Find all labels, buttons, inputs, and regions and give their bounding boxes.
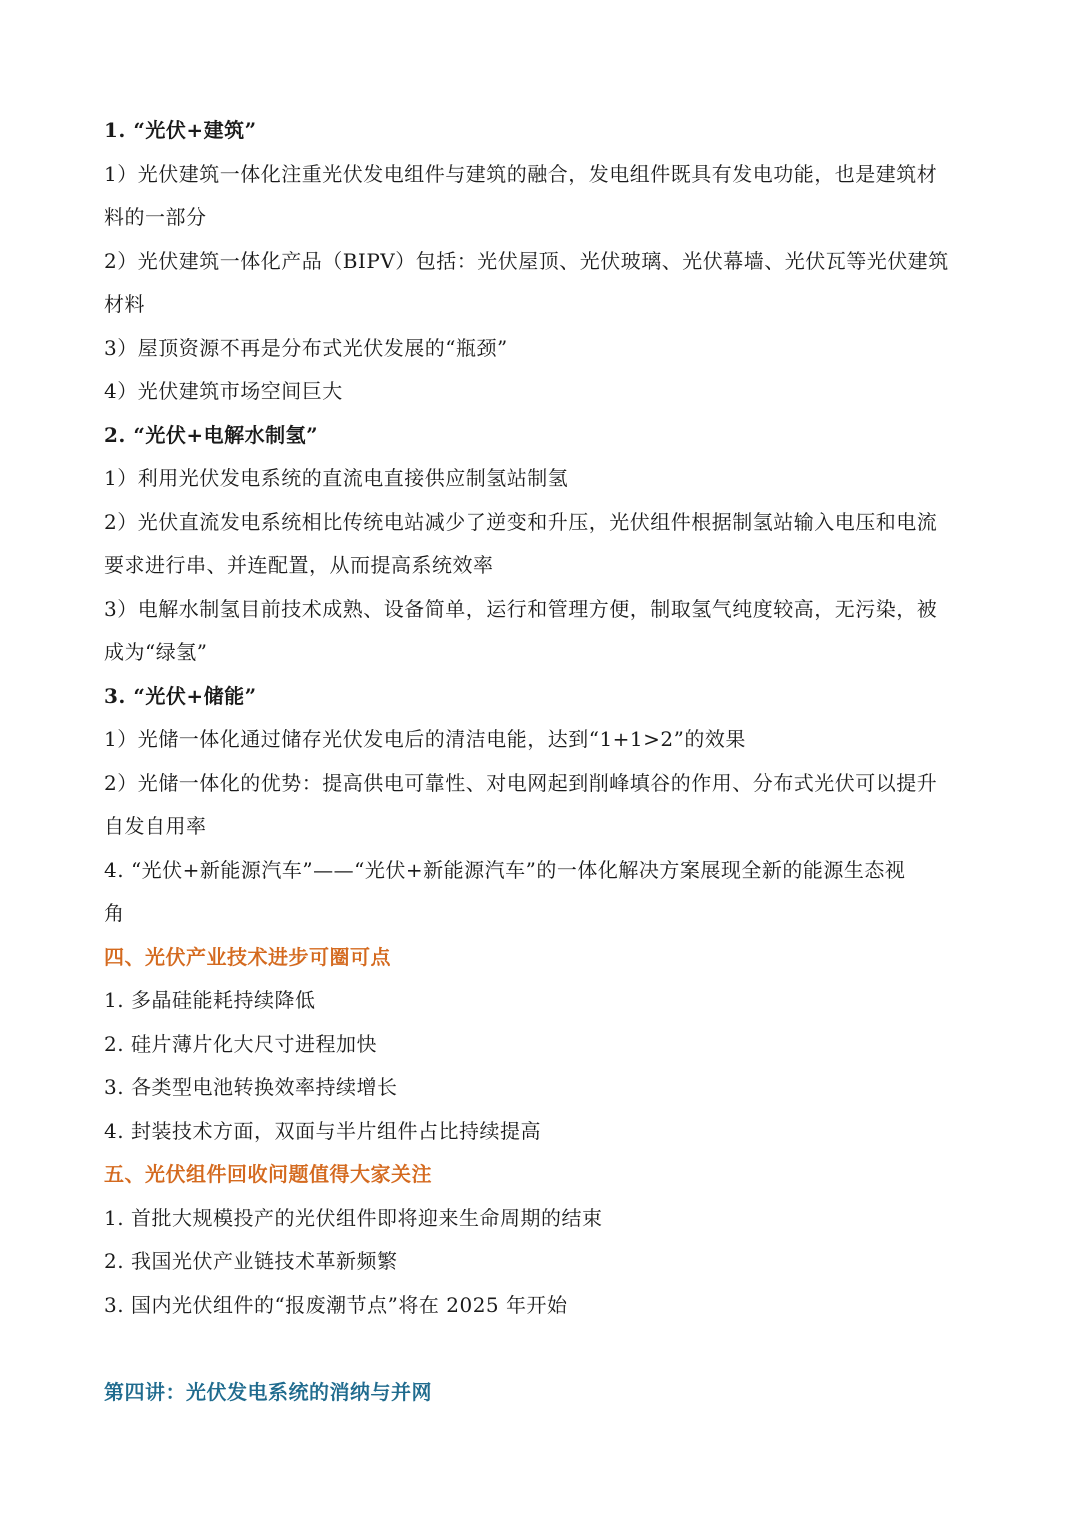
list-item: 1. 首批大规模投产的光伏组件即将迎来生命周期的结束 (104, 1206, 603, 1230)
section-3-title: 3. “光伏+储能” (104, 684, 257, 708)
paragraph: 2）光伏建筑一体化产品（BIPV）包括：光伏屋顶、光伏玻璃、光伏幕墙、光伏瓦等光伏建筑 (104, 249, 949, 273)
lecture-title: 第四讲：光伏发电系统的消纳与并网 (104, 1380, 432, 1404)
paragraph: 4. “光伏+新能源汽车”——“光伏+新能源汽车”的一体化解决方案展现全新的能源生态视 (104, 858, 906, 882)
paragraph: 材料 (104, 292, 145, 316)
section-2-title: 2. “光伏+电解水制氢” (104, 423, 319, 447)
list-item: 3. 国内光伏组件的“报废潮节点”将在 2025 年开始 (104, 1293, 568, 1317)
paragraph: 2）光伏直流发电系统相比传统电站减少了逆变和升压，光伏组件根据制氢站输入电压和电流 (104, 510, 938, 534)
paragraph: 3）屋顶资源不再是分布式光伏发展的“瓶颈” (104, 336, 508, 360)
heading-section-4: 四、光伏产业技术进步可圈可点 (104, 945, 391, 969)
list-item: 3. 各类型电池转换效率持续增长 (104, 1075, 398, 1099)
list-item: 2. 硅片薄片化大尺寸进程加快 (104, 1032, 377, 1056)
paragraph: 料的一部分 (104, 205, 207, 229)
section-1-title: 1. “光伏+建筑” (104, 118, 257, 142)
paragraph: 角 (104, 901, 125, 925)
heading-section-5: 五、光伏组件回收问题值得大家关注 (104, 1162, 432, 1186)
paragraph: 1）光储一体化通过储存光伏发电后的清洁电能，达到“1+1>2”的效果 (104, 727, 746, 751)
list-item: 1. 多晶硅能耗持续降低 (104, 988, 316, 1012)
paragraph: 成为“绿氢” (104, 640, 208, 664)
list-item: 4. 封装技术方面，双面与半片组件占比持续提高 (104, 1119, 541, 1143)
paragraph: 4）光伏建筑市场空间巨大 (104, 379, 343, 403)
paragraph: 3）电解水制氢目前技术成熟、设备简单，运行和管理方便，制取氢气纯度较高，无污染，被 (104, 597, 938, 621)
paragraph: 2）光储一体化的优势：提高供电可靠性、对电网起到削峰填谷的作用、分布式光伏可以提升 (104, 771, 938, 795)
list-item: 2. 我国光伏产业链技术革新频繁 (104, 1249, 398, 1273)
paragraph: 自发自用率 (104, 814, 207, 838)
paragraph: 1）利用光伏发电系统的直流电直接供应制氢站制氢 (104, 466, 569, 490)
paragraph: 1）光伏建筑一体化注重光伏发电组件与建筑的融合，发电组件既具有发电功能，也是建筑材 (104, 162, 938, 186)
paragraph: 要求进行串、并连配置，从而提高系统效率 (104, 553, 494, 577)
